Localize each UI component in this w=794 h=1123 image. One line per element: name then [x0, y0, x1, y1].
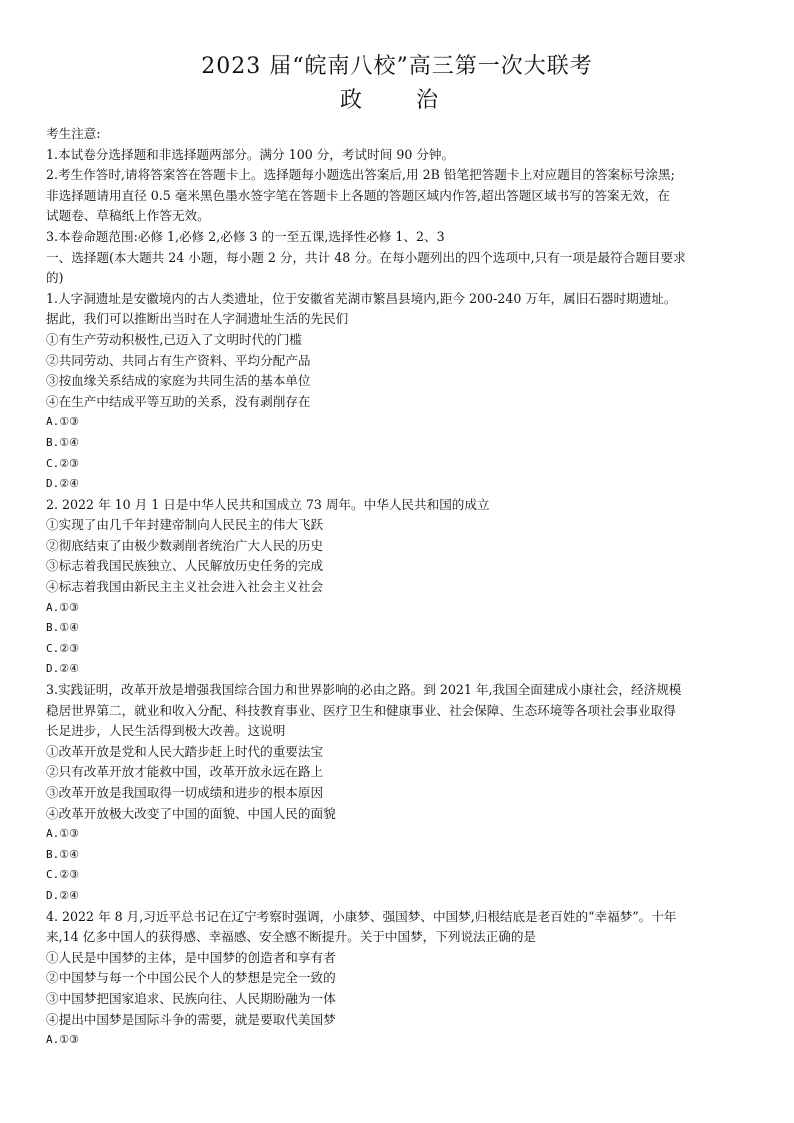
statement: ③改革开放是我国取得一切成绩和进步的根本原因	[46, 785, 324, 800]
exam-title: 2023 届“皖南八校”高三第一次大联考	[201, 54, 593, 79]
statement: ①改革开放是党和人民大踏步赶上时代的重要法宝	[46, 743, 324, 759]
question-stem: 1.人字洞遗址是安徽境内的古人类遗址，位于安徽省芜湖市繁昌县境内,距今 200-240 万年，属旧石器时期遗址。	[46, 290, 677, 306]
question-stem: 长足进步，人民生活得到极大改善。这说明	[46, 723, 286, 739]
question-3	[46, 680, 748, 907]
notice-item: 非选择题请用直径 0.5 毫米黑色墨水签字笔在答题卡上各题的答题区域内作答,超出答题区域书写的答案无效，在	[46, 187, 670, 203]
answer-option: A.①③	[46, 415, 79, 429]
statement: ③按血缘关系结成的家庭为共同生活的基本单位	[46, 373, 311, 389]
question-stem: 稳居世界第二，就业和收入分配、科技教育事业、医疗卫生和健康事业、社会保障、生态环境等各项社会事业取得	[46, 702, 676, 718]
notice-heading: 考生注意:	[46, 126, 101, 141]
question-4	[46, 907, 748, 1051]
answer-option: C.②③	[46, 641, 79, 655]
statement: ③中国梦把国家追求、民族向往、人民期盼融为一体	[46, 990, 336, 1006]
answer-option: A.①③	[46, 600, 79, 614]
statement: ①人民是中国梦的主体，是中国梦的创造者和享有者	[46, 949, 336, 965]
notice-item: 2.考生作答时,请将答案答在答题卡上。选择题每小题选出答案后,用 2B 铅笔把答题卡上对应题目的答案标号涂黑;	[46, 167, 675, 183]
statement: ①有生产劳动积极性,已迈入了文明时代的门槛	[46, 331, 302, 347]
notice-block	[46, 124, 748, 248]
answer-option: B.①④	[46, 621, 79, 635]
notice-item: 1.本试卷分选择题和非选择题两部分。满分 100 分，考试时间 90 分钟。	[46, 146, 455, 162]
question-stem: 据此，我们可以推断出当时在人字洞遗址生活的先民们	[46, 311, 349, 327]
question-stem: 4. 2022 年 8 月,习近平总书记在辽宁考察时强调，小康梦、强国梦、中国梦,归根结底是老百姓的“幸福梦”。十年	[46, 908, 677, 924]
statement: ①实现了由几千年封建帝制向人民民主的伟大飞跃	[46, 517, 324, 533]
question-stem: 3.实践证明，改革开放是增强我国综合国力和世界影响的必由之路。到 2021 年,我国全面建成小康社会，经济规模	[46, 682, 682, 698]
answer-option: A.①③	[46, 1033, 79, 1047]
statement: ②中国梦与每一个中国公民个人的梦想是完全一致的	[46, 970, 336, 986]
statement: ④在生产中结成平等互助的关系，没有剥削存在	[46, 393, 311, 409]
question-2	[46, 495, 748, 680]
question-stem: 2. 2022 年 10 月 1 日是中华人民共和国成立 73 周年。中华人民共和国的成立	[46, 496, 490, 512]
section-heading-line: 的)	[46, 270, 64, 286]
statement: ②彻底结束了由极少数剥削者统治广大人民的历史	[46, 537, 324, 553]
statement: ③标志着我国民族独立、人民解放历史任务的完成	[46, 558, 324, 574]
answer-option: B.①④	[46, 847, 79, 861]
statement: ②共同劳动、共同占有生产资料、平均分配产品	[46, 352, 311, 368]
answer-option: D.②④	[46, 477, 79, 491]
answer-option: B.①④	[46, 435, 79, 449]
subject-title: 政 治	[339, 88, 454, 113]
answer-option: D.②④	[46, 662, 79, 676]
statement: ④改革开放极大改变了中国的面貌、中国人民的面貌	[46, 805, 336, 821]
statement: ④标志着我国由新民主主义社会进入社会主义社会	[46, 579, 324, 595]
question-1	[46, 289, 748, 495]
notice-item: 试题卷、草稿纸上作答无效。	[46, 208, 210, 224]
answer-option: A.①③	[46, 827, 79, 841]
section-heading-line: 一、选择题(本大题共 24 小题，每小题 2 分，共计 48 分。在每小题列出的四个选项中,只有一项是最符合题目要求	[46, 249, 686, 265]
answer-option: D.②④	[46, 888, 79, 902]
notice-item: 3.本卷命题范围:必修 1,必修 2,必修 3 的一至五课,选择性必修 1、2、3	[46, 228, 445, 244]
answer-option: C.②③	[46, 868, 79, 882]
exam-page	[46, 52, 748, 1051]
statement: ④提出中国梦是国际斗争的需要，就是要取代美国梦	[46, 1011, 336, 1027]
answer-option: C.②③	[46, 456, 79, 470]
statement: ②只有改革开放才能救中国，改革开放永远在路上	[46, 764, 324, 780]
section-heading	[46, 248, 748, 289]
question-stem: 来,14 亿多中国人的获得感、幸福感、安全感不断提升。关于中国梦，下列说法正确的是	[46, 929, 537, 945]
